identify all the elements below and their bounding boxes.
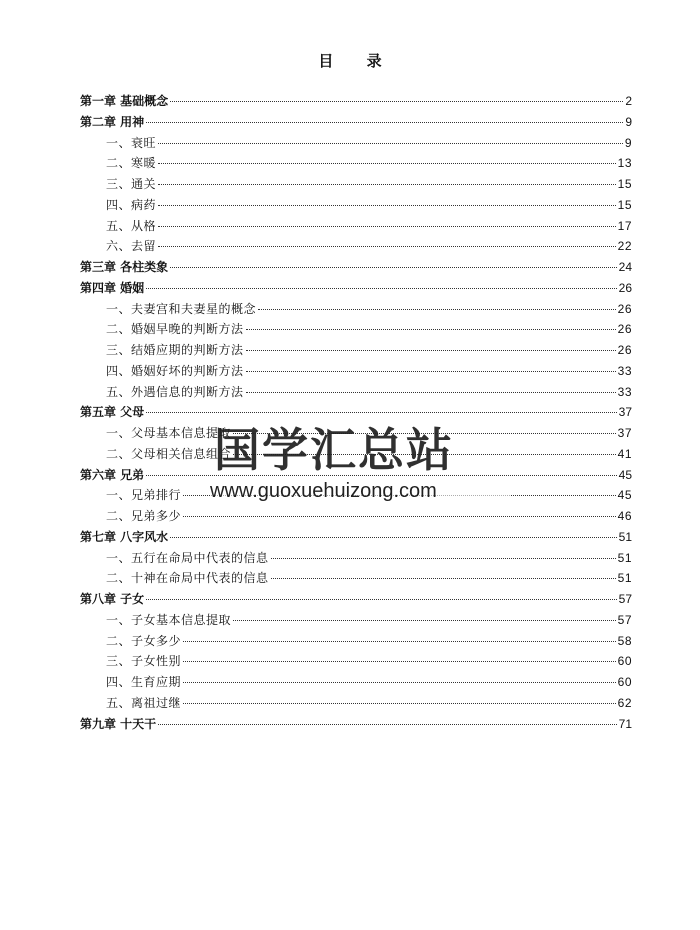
toc-page-number: 60 [617,654,632,669]
toc-dot-leader [158,246,616,247]
toc-section-entry[interactable] [80,631,632,652]
toc-dot-leader [146,475,616,476]
toc-dot-leader [158,143,623,144]
toc-page-number: 60 [617,675,632,689]
toc-page-number: 13 [617,156,632,171]
toc-section-entry[interactable] [80,319,632,340]
toc-entry-label: 第八章 子女 [80,592,145,606]
toc-page-number: 51 [617,550,632,565]
toc-page-number: 51 [618,529,632,544]
toc-dot-leader [146,599,616,600]
toc-entry-label: 第四章 婚姻 [80,280,145,295]
toc-dot-leader [271,578,616,579]
toc-section-entry[interactable] [80,506,632,527]
toc-entry-label: 第一章 基础概念 [80,94,169,108]
toc-section-entry[interactable] [80,133,632,154]
toc-entry-label: 五、离祖过继 [106,695,182,710]
toc-dot-leader [246,350,616,351]
toc-page-number: 9 [624,135,632,150]
toc-dot-leader [271,558,616,559]
watermark-title: 国学汇总站 [214,423,454,477]
toc-entry-label: 二、寒暖 [106,156,157,171]
toc-page-number: 26 [618,280,632,295]
toc-section-entry[interactable] [80,236,632,257]
toc-page-number: 57 [617,612,632,627]
toc-dot-leader [183,641,616,642]
toc-entry-label: 第五章 父母 [80,405,145,420]
toc-dot-leader [246,329,616,330]
toc-dot-leader [233,433,616,434]
watermark-url: www.guoxuehuizong.com [210,480,510,503]
toc-dot-leader [158,724,616,725]
toc-section-entry[interactable] [80,153,632,174]
toc-entry-label: 第九章 十天干 [80,716,157,731]
toc-chapter-entry[interactable] [80,278,632,299]
toc-entry-label: 五、从格 [106,218,157,233]
toc-entry-label: 四、婚姻好坏的判断方法 [106,363,244,378]
toc-chapter-entry[interactable] [80,527,632,548]
toc-section-entry[interactable] [80,299,632,320]
toc-page-number: 45 [618,467,632,482]
toc-section-entry[interactable] [80,568,632,589]
toc-dot-leader [146,412,616,413]
toc-page-number: 46 [617,509,632,523]
toc-section-entry[interactable] [80,444,632,465]
toc-dot-leader [170,267,616,268]
toc-dot-leader [183,682,616,683]
toc-entry-label: 一、子女基本信息提取 [106,612,232,627]
toc-entry-label: 六、去留 [106,239,157,254]
toc-dot-leader [246,371,616,372]
toc-section-entry[interactable] [80,672,632,693]
toc-dot-leader [246,392,616,393]
toc-dot-leader [158,163,616,164]
toc-entry-label: 三、结婚应期的判断方法 [106,343,244,357]
toc-entry-label: 第二章 用神 [80,114,145,129]
toc-page-number: 26 [617,322,632,337]
toc-section-entry[interactable] [80,174,632,195]
toc-dot-leader [183,495,616,496]
toc-dot-leader [183,661,616,662]
toc-dot-leader [233,454,616,455]
toc-chapter-entry[interactable] [80,402,632,423]
toc-entry-label: 二、兄弟多少 [106,509,182,523]
toc-page-number: 15 [617,197,632,212]
toc-dot-leader [158,184,616,185]
toc-page-number: 24 [618,260,632,274]
toc-section-entry[interactable] [80,340,632,361]
toc-entry-label: 二、十神在命局中代表的信息 [106,571,269,586]
toc-dot-leader [170,537,616,538]
toc-page-number: 2 [625,94,632,108]
toc-entry-label: 一、夫妻宫和夫妻星的概念 [106,301,257,316]
toc-dot-leader [170,101,623,102]
toc-section-entry[interactable] [80,382,632,403]
toc-dot-leader [233,620,616,621]
toc-dot-leader [146,122,623,123]
toc-chapter-entry[interactable] [80,714,632,735]
toc-dot-leader [258,309,616,310]
toc-page-number: 58 [617,633,632,648]
toc-entry-label: 二、父母相关信息组合 [106,446,232,461]
toc-dot-leader [183,516,616,517]
toc-page-number: 62 [617,695,632,710]
toc-section-entry[interactable] [80,423,632,444]
toc-entry-label: 二、婚姻早晚的判断方法 [106,322,244,337]
toc-page-number: 37 [617,426,632,440]
toc-page-number: 71 [618,716,632,731]
toc-dot-leader [146,288,616,289]
toc-entry-label: 三、子女性别 [106,654,182,669]
toc-chapter-entry[interactable] [80,589,632,610]
toc-page-number: 51 [617,571,632,586]
toc-page-number: 26 [617,343,632,357]
page-title: 目 录 [318,52,396,70]
toc-page-number: 57 [618,592,632,606]
toc-section-entry[interactable] [80,693,632,714]
toc-chapter-entry[interactable] [80,257,632,278]
toc-entry-label: 三、通关 [106,177,157,191]
toc-page-number: 33 [617,384,632,399]
toc-entry-label: 一、兄弟排行 [106,488,182,503]
toc-entry-label: 一、父母基本信息提取 [106,426,232,440]
toc-entry-label: 四、生育应期 [106,675,182,689]
toc-page-number: 45 [617,488,632,503]
toc-page-number: 17 [617,218,632,233]
toc-dot-leader [158,205,616,206]
table-of-contents [80,91,632,734]
toc-section-entry[interactable] [80,651,632,672]
toc-entry-label: 一、五行在命局中代表的信息 [106,550,269,565]
toc-page-number: 22 [617,239,632,254]
toc-dot-leader [183,703,616,704]
toc-section-entry[interactable] [80,610,632,631]
toc-entry-label: 四、病药 [106,197,157,212]
toc-section-entry[interactable] [80,485,632,506]
toc-page-number: 26 [617,301,632,316]
toc-entry-label: 第七章 八字风水 [80,529,169,544]
toc-chapter-entry[interactable] [80,91,632,112]
toc-dot-leader [158,226,616,227]
toc-section-entry[interactable] [80,195,632,216]
toc-section-entry[interactable] [80,216,632,237]
toc-chapter-entry[interactable] [80,112,632,133]
toc-entry-label: 第六章 兄弟 [80,467,145,482]
toc-page-number: 15 [617,177,632,191]
toc-page-number: 41 [617,446,632,461]
toc-page-number: 9 [625,114,632,129]
toc-entry-label: 一、衰旺 [106,135,157,150]
toc-entry-label: 五、外遇信息的判断方法 [106,384,244,399]
toc-chapter-entry[interactable] [80,465,632,486]
toc-section-entry[interactable] [80,548,632,569]
toc-section-entry[interactable] [80,361,632,382]
toc-page-number: 33 [617,363,632,378]
toc-entry-label: 第三章 各柱类象 [80,260,169,274]
toc-entry-label: 二、子女多少 [106,633,182,648]
toc-page-number: 37 [618,405,632,420]
